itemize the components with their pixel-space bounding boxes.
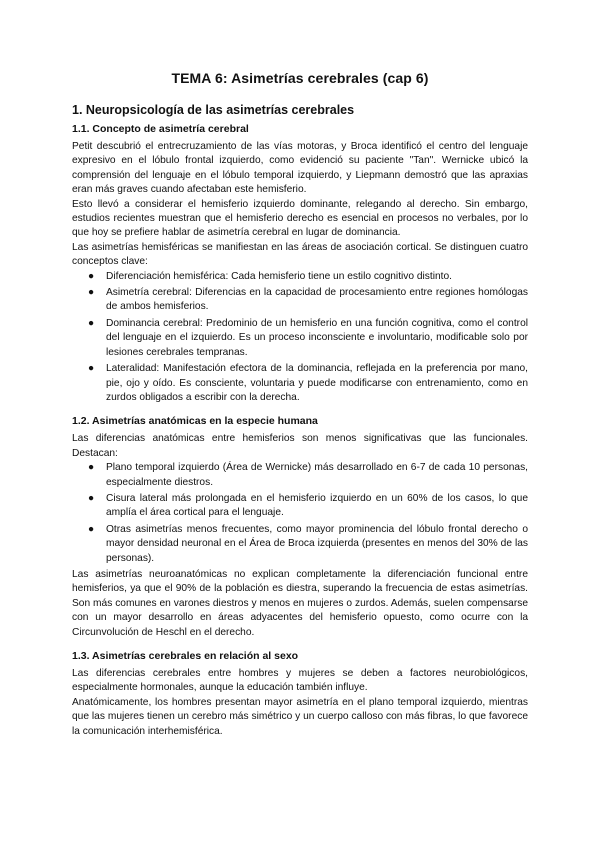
bullet-icon: ● bbox=[88, 287, 95, 299]
bullet-icon: ● bbox=[88, 492, 95, 504]
bullet-icon: ● bbox=[88, 523, 95, 535]
bullet-list-concepts bbox=[72, 270, 528, 406]
list-item: ● Plano temporal izquierdo (Área de Wernicke) más desarrollado en 6-7 de cada 10 personas, especialmente diestros. bbox=[88, 462, 528, 488]
paragraph: Anatómicamente, los hombres presentan mayor asimetría en el plano temporal izquierdo, mientras que las mujeres tienen un cerebro más simétrico y un cuerpo calloso con más fibras, lo que favorece la comunicación interhemisférica. bbox=[72, 696, 528, 737]
subsection-heading-1-3: 1.3. Asimetrías cerebrales en relación al sexo bbox=[72, 650, 299, 662]
list-item: ● Otras asimetrías menos frecuentes, como mayor prominencia del lóbulo frontal derecho o mayor densidad neuronal en el Área de Broca izquierda (presentes en menos del 30% de las personas). bbox=[88, 523, 528, 564]
bullet-icon: ● bbox=[88, 317, 95, 329]
paragraph: Esto llevó a considerar el hemisferio izquierdo dominante, relegando al derecho. Sin embargo, estudios recientes muestran que el hemisferio derecho es esencial en procesos no verbales, por lo que hoy se prefiere hablar de asimetría cerebral en lugar de dominancia. bbox=[72, 198, 528, 239]
paragraph: Petit descubrió el entrecruzamiento de las vías motoras, y Broca identificó el centro del lenguaje expresivo en el lóbulo frontal izquierdo, como evidenció su paciente "Tan". Wernicke ubicó la comprensión del lenguaje en el lóbulo temporal izquierdo, y Liepmann demostró que las apraxias eran más graves cuando afectaban este hemisferio. bbox=[72, 141, 528, 196]
paragraph: Las asimetrías hemisféricas se manifiestan en las áreas de asociación cortical. Se distinguen cuatro conceptos clave: bbox=[72, 241, 528, 268]
document-page bbox=[72, 70, 528, 739]
section-heading: 1. Neuropsicología de las asimetrías cerebrales bbox=[72, 103, 355, 117]
subsection-heading-1-1: 1.1. Concepto de asimetría cerebral bbox=[72, 123, 249, 135]
paragraph: Las asimetrías neuroanatómicas no explican completamente la diferenciación funcional entre hemisferios, ya que el 90% de la población es diestra, superando la frecuencia de estas asimetrías. Son más comunes en varones diestros y menos en mujeres o zurdos. Además, suelen compensarse con un mayor desarrollo en áreas adyacentes del hemisferio opuesto, como ocurre con la Circunvolución de Heschl en el derecho. bbox=[72, 568, 528, 638]
subsection-heading-1-2: 1.2. Asimetrías anatómicas en la especie humana bbox=[72, 415, 318, 428]
list-item: ● Dominancia cerebral: Predominio de un hemisferio en una función cognitiva, como el control del lenguaje en el izquierdo. Es un proceso inconsciente e involuntario, modificable solo por lesiones cerebrales tempranas. bbox=[88, 317, 528, 358]
list-item: ● Asimetría cerebral: Diferencias en la capacidad de procesamiento entre regiones homólogas de ambos hemisferios. bbox=[88, 287, 528, 313]
list-item: ● Lateralidad: Manifestación efectora de la dominancia, reflejada en la preferencia por mano, pie, ojo y oído. Es consciente, voluntaria y puede modificarse con entrenamiento, como en zurdos obligados a escribir con la derecha. bbox=[88, 363, 528, 403]
bullet-icon: ● bbox=[88, 363, 95, 375]
page-title: TEMA 6: Asimetrías cerebrales (cap 6) bbox=[171, 70, 429, 86]
bullet-icon: ● bbox=[88, 462, 95, 474]
list-item: ● Cisura lateral más prolongada en el hemisferio izquierdo en un 60% de los casos, lo que amplía el área cortical para el lenguaje. bbox=[88, 492, 528, 519]
bullet-list-anatomy bbox=[72, 461, 528, 566]
bullet-icon: ● bbox=[88, 270, 95, 282]
paragraph: Las diferencias cerebrales entre hombres y mujeres se deben a factores neurobiológicos, especialmente hormonales, aunque la educación también influye. bbox=[72, 668, 528, 694]
list-item: ● Diferenciación hemisférica: Cada hemisferio tiene un estilo cognitivo distinto. bbox=[72, 270, 528, 284]
paragraph: Las diferencias anatómicas entre hemisferios son menos significativas que las funcionales. Destacan: bbox=[72, 433, 528, 459]
